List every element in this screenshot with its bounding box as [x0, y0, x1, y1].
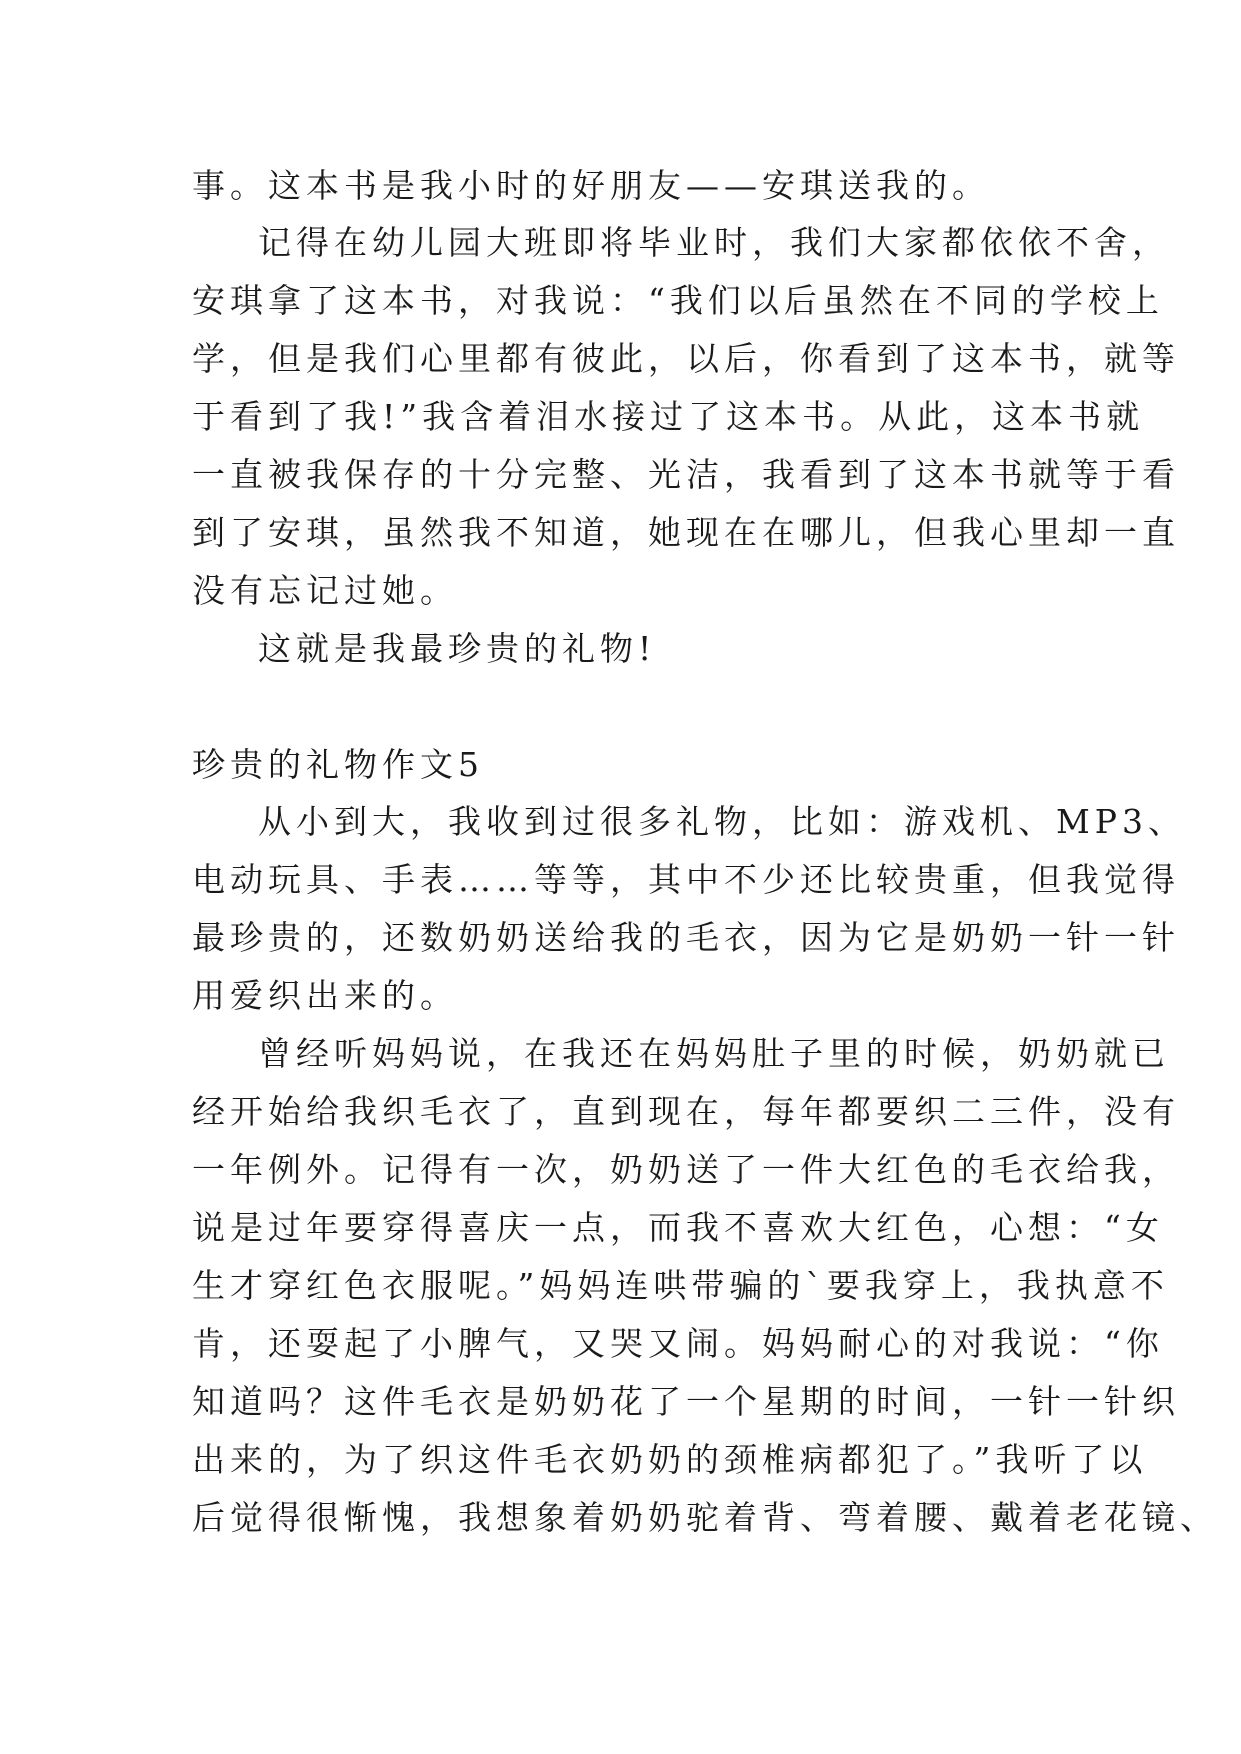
text-line: 到了安琪，虽然我不知道，她现在在哪儿，但我心里却一直	[192, 513, 1180, 552]
text-line: 曾经听妈妈说，在我还在妈妈肚子里的时候，奶奶就已	[258, 1034, 1170, 1073]
text-line: 肯，还耍起了小脾气，又哭又闹。妈妈耐心的对我说：“你	[192, 1324, 1164, 1363]
section-heading: 珍贵的礼物作文5	[192, 745, 484, 784]
text-line: 后觉得很惭愧，我想象着奶奶驼着背、弯着腰、戴着老花镜、	[192, 1498, 1218, 1537]
text-line: 于看到了我!”我含着泪水接过了这本书。从此，这本书就	[192, 397, 1145, 436]
text-line: 生才穿红色衣服呢。”妈妈连哄带骗的`要我穿上，我执意不	[192, 1266, 1169, 1305]
text-line: 经开始给我织毛衣了，直到现在，每年都要织二三件，没有	[192, 1092, 1180, 1131]
text-line: 事。这本书是我小时的好朋友——安琪送我的。	[192, 166, 990, 205]
text-line: 一直被我保存的十分完整、光洁，我看到了这本书就等于看	[192, 455, 1180, 494]
text-line: 一年例外。记得有一次，奶奶送了一件大红色的毛衣给我，	[192, 1150, 1180, 1189]
text-line: 知道吗？这件毛衣是奶奶花了一个星期的时间，一针一针织	[192, 1382, 1180, 1421]
text-line: 说是过年要穿得喜庆一点，而我不喜欢大红色，心想：“女	[192, 1208, 1164, 1247]
text-line: 电动玩具、手表……等等，其中不少还比较贵重，但我觉得	[192, 860, 1180, 899]
text-line: 最珍贵的，还数奶奶送给我的毛衣，因为它是奶奶一针一针	[192, 918, 1180, 957]
text-line: 记得在幼儿园大班即将毕业时，我们大家都依依不舍，	[258, 223, 1170, 262]
text-line: 没有忘记过她。	[192, 571, 458, 610]
text-line: 出来的，为了织这件毛衣奶奶的颈椎病都犯了。”我听了以	[192, 1440, 1148, 1479]
text-line: 学，但是我们心里都有彼此，以后，你看到了这本书，就等	[192, 339, 1180, 378]
text-line: 这就是我最珍贵的礼物!	[258, 629, 657, 668]
text-line: 用爱织出来的。	[192, 976, 458, 1015]
text-line: 安琪拿了这本书，对我说：“我们以后虽然在不同的学校上	[192, 281, 1164, 320]
text-line: 从小到大，我收到过很多礼物，比如：游戏机、MP3、	[258, 802, 1186, 841]
